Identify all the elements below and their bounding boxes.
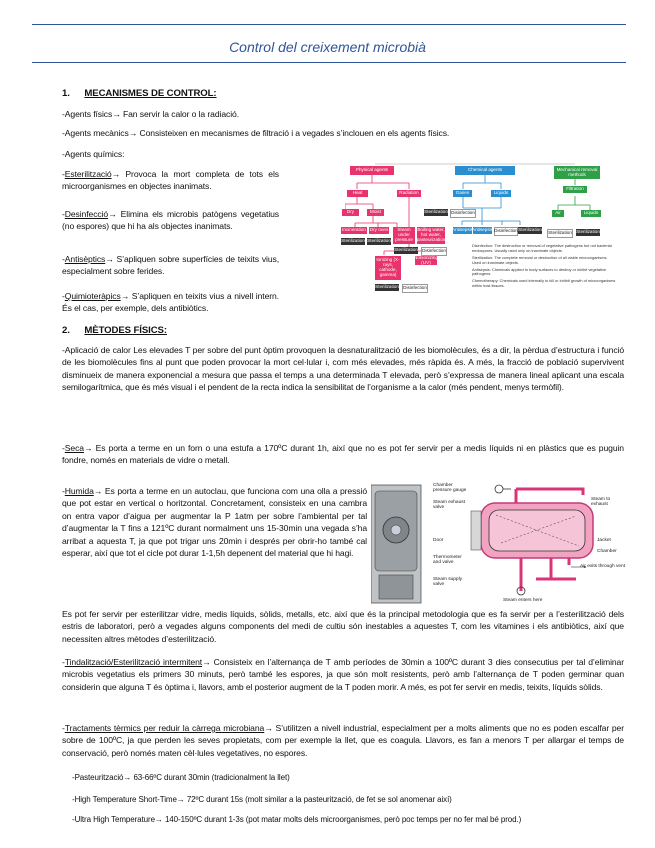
humida-continuation: Es pot fer servir per esterilitzar vidre, medis líquids, sòlids, metalls, etc. així que és la principal metodologia que es fa servir per a l’esterilització dels estris de laboratori, però a vegades alguns components del medi de cultiu són inestables a aquestes T, com les vitamines i els antibiòtics, així que necessiten altres mètodes d’esterilització. [62, 609, 624, 644]
agents-mecanics-line [62, 127, 622, 139]
pasteuritzacio-text: 63-66ºC durant 30min (tradicionalment la llet) [131, 773, 290, 782]
steam-box: Steam under pressure [393, 227, 415, 244]
dry-box: Dry [342, 209, 359, 216]
label-door: Door [433, 538, 444, 543]
disinfection-box: Disinfection [402, 284, 428, 293]
arrow-icon: → [264, 723, 273, 733]
sterilization-box: Sterilization [394, 247, 418, 253]
humida-item: -Humida→ Es porta a terme en un autoclau, que funciona com una olla a pressió que pot estar en vertical o horitzontal. Concretament, consisteix en una cambra on entra vapor d’aigua per augmentar la P 1atm per sobre l’ambiental per tal d’augmentar la T fins a 121ºC durant normalment uns 15-30min una vegada s’ha arribat a aquesta T, ja que pot trigar uns 20min i després per obrir-ho també cal esperar, així que tot el cicle pot durar 1-1,5h depenent del material que hi hagi. [62, 486, 367, 559]
nonionizing-box: Nonionizing (UV) [414, 254, 439, 265]
antiseptics-label: Antisèptics [64, 254, 106, 264]
arrow-icon: → [120, 291, 130, 301]
def-disinfection: Disinfection: The destruction or removal of vegetative pathogens but not bacterial endospores. Usually used only on inanimate objects. [472, 243, 612, 253]
heat-box: Heat [347, 190, 368, 197]
agents-mecanics-label: -Agents mecànics [62, 128, 129, 138]
htst-item [72, 794, 622, 806]
arrow-icon: → [93, 486, 103, 496]
agents-fisics-label: -Agents físics [62, 109, 113, 119]
arrow-icon: → [105, 254, 114, 264]
esterilitzacio-item: -Esterilització→ Provoca la mort completa de tots els microorganismes en objectes inanimats. [62, 169, 279, 192]
uht-text: 140-150ºC durant 1-3s (pot matar molts dels microorganismes, però poc temps per no fer mal bé prod.) [162, 815, 522, 824]
seca-item: -Seca→ Es porta a terme en un forn o una estufa a 170ºC durant 1h, així que no es pot fer servir per a medis líquids ni en plàstics que es puguin fondre, només en materials de vidre o metall. [62, 443, 624, 466]
disinfection-box: Disinfection [421, 247, 447, 256]
seca-label: Seca [64, 443, 84, 453]
tindalitzacio-label: Tindalització/Esterilització intermitent [64, 657, 203, 667]
control-methods-diagram [341, 161, 617, 307]
antisepsis-box: Antisepsis [452, 227, 473, 233]
desinfeccio-text: Elimina els microbis patògens vegetatius (no espores) que hi ha als objectes inanimats. [62, 209, 279, 232]
desinfeccio-item: -Desinfecció→ Elimina els microbis patògens vegetatius (no espores) que hi ha als objectes inanimats. [62, 209, 279, 232]
calor-paragraph: -Aplicació de calor Les elevades T per sobre del punt òptim provoquen la desnaturalització de les biomolècules, és a dir, la pèrdua d’estructura i funció de les biomolècules fins al punt que poden provocar la mort cel·lular i, com més elevades, més ràpida és. A més, la fracció de població supervivent disminueix de manera exponencial a mesura que passa el temps a una determinada T elevada, però s’expressa de manera lineal aplicant una escala semilogarítmica, que és més visual i el pendent de la recta indica la sensibilitat de l’organisme a la calor (més pendent, menys termòfil). [62, 345, 624, 393]
label-steam-to-exhaust: Steam to exhaust [591, 497, 611, 508]
quimioterapics-label: Quimioteràpics [64, 291, 121, 301]
section1-number: 1. [62, 88, 70, 99]
incineration-box: Incineration [342, 227, 366, 233]
label-steam-enters: Steam enters here [503, 598, 543, 603]
section1-heading [62, 87, 217, 101]
antisepsis-box: Antisepsis [472, 227, 493, 233]
arrow-icon: → [111, 169, 121, 179]
humida-text: Es porta a terme en un autoclau, que funciona com una olla a pressió que pot estar en vertical o horitzontal. Concretament, consisteix en una cambra on entra vapor d’aigua per augmentar la P 1atm per sobre l’ambiental per tal d’augmentar la T fins a 121ºC durant normalment uns 15-30min una vegada s’ha arribat a aquesta T, ja que pot trigar uns 20min i després per obrir-ho també cal esperar, així que tot el cicle pot durar 1-1,5h depenent del material que hi hagi. [62, 486, 367, 559]
sterilization-box: Sterilization [375, 284, 399, 290]
label-air-exits: Air exits through vent [580, 564, 626, 569]
seca-text: Es porta a terme en un forn o una estufa a 170ºC durant 1h, així que no es pot fer servir per a medis líquids ni en plàstics que es puguin fondre, només en materials de vidre o metall. [62, 443, 624, 466]
liquids-box: Liquids [491, 190, 511, 197]
humida-label: Humida [64, 486, 94, 496]
sterilization-box: Sterilization [518, 227, 542, 233]
sterilization-box: Sterilization [424, 209, 448, 215]
definitions [472, 244, 616, 289]
def-antisepsis: Antisepsis: Chemicals applied to body surfaces to destroy or inhibit vegetative pathogens. [472, 266, 607, 277]
section1-title: MECANISMES DE CONTROL: [84, 88, 217, 99]
tractaments-text: S’utilitzen a nivell industrial, especialment per a molts aliments que no es poden escalfar per sobre de 100ºC, ja que perden les seves propietats, com per exemple la llet, que es coagula. Llavors, es fan a menors T per allargar el temps de conservació, però només maten cèl·lules vegetatives, no espores. [62, 723, 624, 758]
label-chamber: Chamber [597, 549, 617, 554]
label-steam-exhaust: Steam exhaust valve [433, 500, 465, 511]
pasteuritzacio-item [72, 772, 622, 784]
sterilization-box: Sterilization [576, 229, 600, 235]
agents-fisics-line [62, 108, 622, 120]
quimioterapics-item: -Quimioteràpics→ S’apliquen en teixits vius a nivell intern. És el cas, per exemple, dels antibiòtics. [62, 291, 279, 314]
disinfection-box: Disinfection [450, 209, 476, 218]
autoclave-illustration [371, 483, 626, 605]
sterilization-box: Sterilization [547, 229, 573, 238]
liquids-filter-box: Liquids [581, 210, 601, 217]
uht-label: -Ultra High Temperature [72, 815, 155, 824]
arrow-icon: → [128, 128, 138, 138]
arrow-icon: → [154, 815, 163, 824]
htst-label: -High Temperature Short-Time [72, 795, 177, 804]
section2-number: 2. [62, 325, 70, 336]
filtration-box: Filtration [563, 186, 587, 193]
agents-fisics-text: Fan servir la calor o la radiació. [120, 109, 239, 119]
antiseptics-item: -Antisèptics→ S’apliquen sobre superfícies de teixits vius, especialment sobre ferides. [62, 254, 279, 277]
tractaments-label: Tractaments tèrmics per reduir la càrrega microbiana [64, 723, 265, 733]
def-chemotherapy: Chemotherapy: Chemicals used internally to kill or inhibit growth of microorganisms within host tissues. [472, 278, 616, 289]
chemical-agents-box: Chemical agents [455, 166, 515, 175]
tractaments-item: -Tractaments tèrmics per reduir la càrrega microbiana→ S’utilitzen a nivell industrial, especialment per a molts aliments que no es poden escalfar per sobre de 100ºC, ja que perden les seves propietats, com per exemple la llet, que es coagula. Llavors, es fan a menors T per allargar el temps de conservació, però només maten cèl·lules vegetatives, no espores. [62, 723, 624, 758]
moist-box: Moist [367, 209, 384, 216]
boiling-box: Boiling water, hot water, pasteurization [417, 227, 445, 244]
desinfeccio-label: Desinfecció [64, 209, 109, 219]
esterilitzacio-label: Esterilització [64, 169, 112, 179]
pasteuritzacio-label: -Pasteurització [72, 773, 124, 782]
tindalitzacio-text: Consisteix en l’alternança de T amb períodes de 30min a 100ºC durant 3 dies consecutius per tal d’eliminar microbis vegetatius els primers 30 minuts, però també les espores, ja que són molt resistents, però amb l’alternança de T poden germinar quan considerin que alguna T és òptima i, llavors, amb el posterior augment de la T poden morir. A més, es pot fer servir en medis, teixits, líquids sòlids. [62, 657, 624, 692]
sterilization-box: Sterilization [341, 238, 365, 244]
label-steam-supply: Steam supply valve [433, 577, 463, 588]
quimioterapics-text: S’apliquen en teixits vius a nivell intern. És el cas, per exemple, dels antibiòtics. [62, 291, 279, 314]
dry-oven-box: Dry oven [369, 227, 389, 233]
sterilization-box: Sterilization [367, 238, 391, 244]
agents-mecanics-text: Consisteixen en mecanismes de filtració i a vegades s’inclouen en els agents físics. [137, 128, 450, 138]
def-sterilization: Sterilization: The complete removal or destruction of all viable microorganisms. Used on inanimate objects. [472, 254, 608, 265]
header-rule [32, 24, 626, 25]
mechanical-removal-box: Mechanical removal methods [554, 166, 600, 179]
disinfection-box: Disinfection [494, 227, 518, 236]
tindalitzacio-item: -Tindalització/Esterilització intermitent→ Consisteix en l’alternança de T amb períodes de 30min a 100ºC durant 3 dies consecutius per tal d’eliminar microbis vegetatius els primers 30 minuts, però també les espores, ja que són molt resistents, però amb l’alternança de T poden germinar quan considerin que alguna T és òptima i, llavors, amb el posterior augment de la T poden morir. A més, es pot fer servir en medis, teixits, líquids sòlids. [62, 657, 624, 692]
air-box: Air [552, 210, 564, 217]
page-title: Control del creixement microbià [229, 39, 426, 55]
uht-item [72, 814, 622, 826]
arrow-icon: → [83, 443, 93, 453]
physical-agents-box: Physical agents [350, 166, 394, 175]
title-rule [32, 62, 626, 63]
section2-title: MÈTODES FÍSICS: [84, 325, 167, 336]
arrow-icon: → [202, 657, 211, 667]
arrow-icon: → [108, 209, 117, 219]
arrow-icon: → [176, 795, 185, 804]
esterilitzacio-text: Provoca la mort completa de tots els microorganismes en objectes inanimats. [62, 169, 279, 192]
htst-text: 72ºC durant 15s (molt similar a la pasteurització, de fet se sol anomenar així) [184, 795, 452, 804]
arrow-icon: → [112, 109, 121, 119]
antiseptics-text: S’apliquen sobre superfícies de teixits vius, especialment sobre ferides. [62, 254, 279, 277]
radiation-box: Radiation [397, 190, 421, 197]
arrow-icon: → [123, 773, 132, 782]
section2-heading [62, 324, 167, 338]
label-jacket: Jacket [597, 538, 611, 543]
autoclave-drawing [371, 483, 626, 605]
gases-box: Gases [453, 190, 472, 197]
ionizing-box: Ionizing (X-rays, cathode, gamma) [375, 256, 401, 280]
label-chamber-pressure-gauge: Chamber pressure gauge [433, 483, 467, 494]
label-thermometer: Thermometer and valve [433, 555, 462, 566]
agents-quimics-label: -Agents químics: [62, 149, 125, 159]
